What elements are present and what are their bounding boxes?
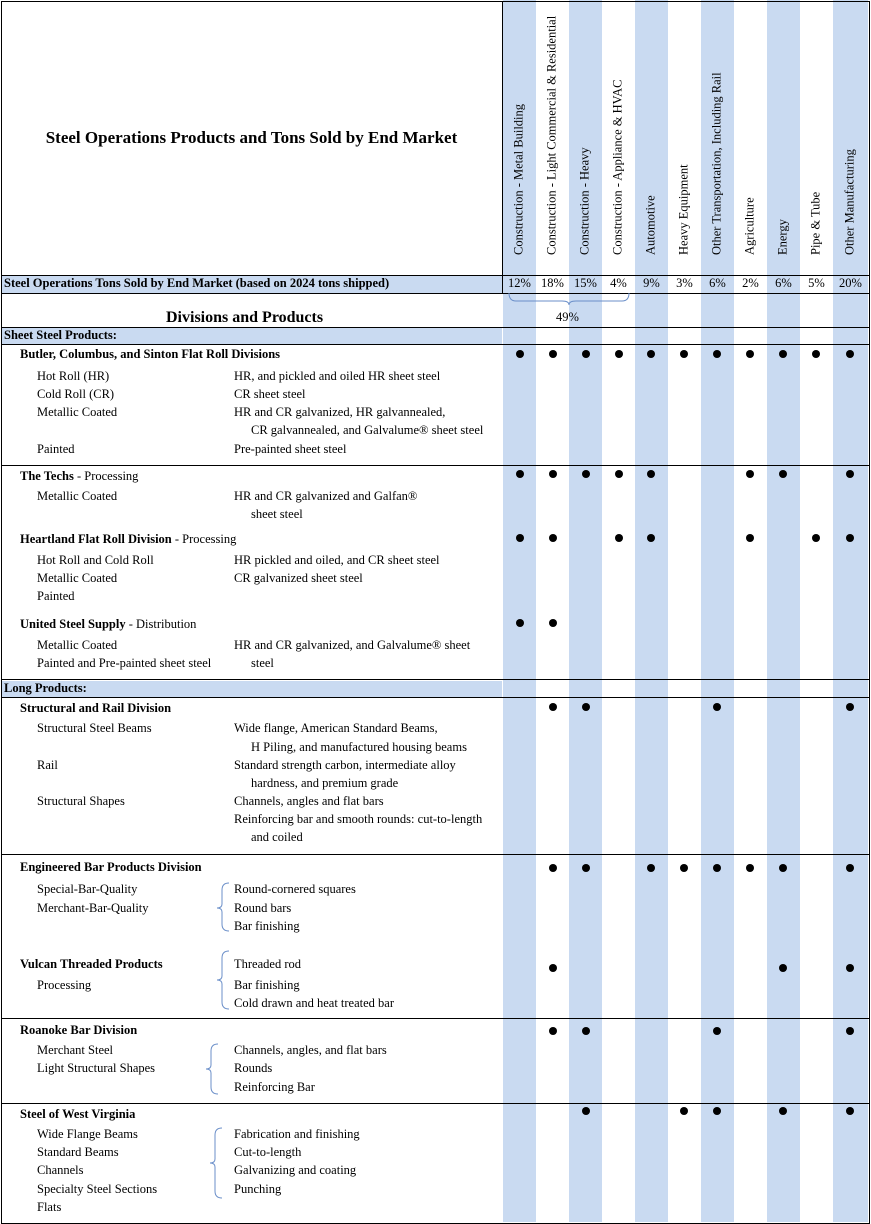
product-name: Channels bbox=[37, 1163, 84, 1177]
product-desc: Bar finishing bbox=[234, 978, 300, 992]
product-desc: Fabrication and finishing bbox=[234, 1127, 360, 1141]
market-header-label: Other Manufacturing bbox=[842, 149, 857, 255]
market-dot bbox=[846, 534, 854, 542]
market-header-label: Agriculture bbox=[742, 197, 757, 255]
product-desc: HR, and pickled and oiled HR sheet steel bbox=[234, 369, 441, 383]
division-name bbox=[20, 957, 163, 972]
product-name: Hot Roll (HR) bbox=[37, 369, 110, 383]
market-dot bbox=[779, 350, 787, 358]
market-dot bbox=[549, 964, 557, 972]
market-header-label: Construction - Light Commercial & Residential bbox=[544, 15, 559, 255]
market-pct: 6% bbox=[775, 276, 792, 290]
rule bbox=[1, 1103, 869, 1104]
market-dot bbox=[615, 350, 623, 358]
product-name: Flats bbox=[37, 1200, 62, 1214]
product-desc: Wide flange, American Standard Beams, bbox=[234, 721, 438, 735]
division-title: Structural and Rail Division bbox=[20, 701, 172, 715]
market-pct: 18% bbox=[541, 276, 564, 290]
market-header bbox=[669, 8, 699, 270]
product-desc: Bar finishing bbox=[234, 919, 300, 933]
product-name: Processing bbox=[37, 978, 92, 992]
market-dot bbox=[812, 534, 820, 542]
product-desc: Punching bbox=[234, 1182, 282, 1196]
product-name: Rail bbox=[37, 758, 58, 772]
market-header-label: Heavy Equipment bbox=[676, 164, 691, 255]
market-dot bbox=[846, 470, 854, 478]
division-title: Steel of West Virginia bbox=[20, 1107, 136, 1121]
market-dot bbox=[582, 703, 590, 711]
market-dot bbox=[846, 964, 854, 972]
market-dot bbox=[779, 864, 787, 872]
division-title: United Steel Supply bbox=[20, 617, 126, 631]
market-pct: 12% bbox=[508, 276, 531, 290]
market-header-label: Automotive bbox=[643, 195, 658, 255]
product-name: Merchant Steel bbox=[37, 1043, 114, 1057]
market-dot bbox=[549, 534, 557, 542]
bracket bbox=[216, 950, 230, 1010]
market-header bbox=[735, 8, 765, 270]
product-desc: CR galvanized sheet steel bbox=[234, 571, 363, 585]
product-desc: HR and CR galvanized, HR galvannealed, bbox=[234, 405, 446, 419]
division-name bbox=[20, 469, 138, 484]
product-desc: HR pickled and oiled, and CR sheet steel bbox=[234, 553, 440, 567]
product-name: Painted bbox=[37, 442, 75, 456]
product-name: Painted bbox=[37, 589, 75, 603]
market-dot bbox=[713, 864, 721, 872]
product-name: Metallic Coated bbox=[37, 571, 118, 585]
market-dot bbox=[516, 619, 524, 627]
product-name: Standard Beams bbox=[37, 1145, 119, 1159]
division-title: Heartland Flat Roll Division bbox=[20, 532, 172, 546]
market-dot bbox=[680, 350, 688, 358]
market-dot bbox=[846, 350, 854, 358]
market-dot bbox=[846, 1027, 854, 1035]
market-header-label: Pipe & Tube bbox=[808, 191, 823, 255]
header-divider bbox=[502, 1, 503, 293]
market-header-label: Other Transportation, Including Rail bbox=[709, 72, 724, 255]
division-title: Roanoke Bar Division bbox=[20, 1023, 138, 1037]
market-dot bbox=[713, 350, 721, 358]
product-name: Special-Bar-Quality bbox=[37, 882, 138, 896]
market-dot bbox=[549, 703, 557, 711]
product-name: Metallic Coated bbox=[37, 405, 118, 419]
division-name bbox=[20, 532, 236, 547]
market-header-label: Construction - Appliance & HVAC bbox=[610, 79, 625, 255]
division-name bbox=[20, 617, 196, 632]
division-title: Vulcan Threaded Products bbox=[20, 957, 163, 971]
rule bbox=[1, 697, 869, 698]
market-pct: 4% bbox=[610, 276, 627, 290]
product-desc: Round-cornered squares bbox=[234, 882, 356, 896]
market-pct: 2% bbox=[742, 276, 759, 290]
rule bbox=[1, 465, 869, 466]
market-dot bbox=[516, 534, 524, 542]
market-dot bbox=[846, 703, 854, 711]
market-dot bbox=[615, 470, 623, 478]
section-label: Sheet Steel Products: bbox=[4, 328, 117, 342]
product-name: Cold Roll (CR) bbox=[37, 387, 115, 401]
market-pct: 5% bbox=[808, 276, 825, 290]
market-pct: 15% bbox=[574, 276, 597, 290]
rule bbox=[1, 1018, 869, 1019]
product-desc: Threaded rod bbox=[234, 957, 301, 971]
market-dot bbox=[779, 964, 787, 972]
product-desc: sheet steel bbox=[251, 507, 303, 521]
product-desc: CR galvannealed, and Galvalume® sheet steel bbox=[251, 423, 484, 437]
market-dot bbox=[549, 470, 557, 478]
market-header bbox=[570, 8, 600, 270]
product-desc: Cold drawn and heat treated bar bbox=[234, 996, 395, 1010]
market-dot bbox=[779, 470, 787, 478]
product-desc: Channels, angles and flat bars bbox=[234, 794, 384, 808]
market-dot bbox=[680, 864, 688, 872]
tons-row-label: Steel Operations Tons Sold by End Market (based on 2024 tons shipped) bbox=[4, 276, 390, 290]
market-dot bbox=[846, 864, 854, 872]
market-header bbox=[801, 8, 831, 270]
market-dot bbox=[647, 864, 655, 872]
market-header bbox=[603, 8, 633, 270]
product-desc: HR and CR galvanized, and Galvalume® sheet bbox=[234, 638, 471, 652]
product-desc: steel bbox=[251, 656, 274, 670]
rule bbox=[1, 344, 869, 345]
product-name: Merchant-Bar-Quality bbox=[37, 901, 149, 915]
product-name: Hot Roll and Cold Roll bbox=[37, 553, 154, 567]
product-desc: Round bars bbox=[234, 901, 292, 915]
division-suffix: - Processing bbox=[73, 469, 139, 483]
market-dot bbox=[647, 470, 655, 478]
product-name: Metallic Coated bbox=[37, 489, 118, 503]
market-dot bbox=[582, 350, 590, 358]
product-desc: Cut-to-length bbox=[234, 1145, 302, 1159]
division-name bbox=[20, 701, 171, 716]
product-desc: Channels, angles, and flat bars bbox=[234, 1043, 387, 1057]
construction-total: 49% bbox=[556, 310, 579, 324]
market-dot bbox=[647, 350, 655, 358]
market-dot bbox=[746, 470, 754, 478]
product-name: Structural Steel Beams bbox=[37, 721, 152, 735]
rule bbox=[1, 327, 869, 328]
product-desc: Standard strength carbon, intermediate alloy bbox=[234, 758, 456, 772]
market-dot bbox=[582, 470, 590, 478]
product-desc: Reinforcing Bar bbox=[234, 1080, 315, 1094]
division-suffix: - Processing bbox=[171, 532, 237, 546]
market-dot bbox=[812, 350, 820, 358]
market-dot bbox=[746, 350, 754, 358]
bracket bbox=[205, 1043, 219, 1095]
market-dot bbox=[746, 864, 754, 872]
bracket bbox=[209, 1127, 223, 1199]
market-header-label: Construction - Metal Building bbox=[511, 103, 526, 255]
product-name: Metallic Coated bbox=[37, 638, 118, 652]
divisions-heading: Divisions and Products bbox=[166, 309, 324, 326]
product-desc: hardness, and premium grade bbox=[251, 776, 399, 790]
market-dot bbox=[713, 1107, 721, 1115]
division-title: Engineered Bar Products Division bbox=[20, 860, 202, 874]
market-header bbox=[537, 8, 567, 270]
market-dot bbox=[680, 1107, 688, 1115]
market-dot bbox=[582, 1027, 590, 1035]
division-title: The Techs bbox=[20, 469, 74, 483]
market-dot bbox=[615, 534, 623, 542]
market-dot bbox=[647, 534, 655, 542]
division-name bbox=[20, 860, 202, 875]
division-name bbox=[20, 1107, 135, 1122]
market-dot bbox=[582, 1107, 590, 1115]
market-dot bbox=[549, 350, 557, 358]
product-name: Wide Flange Beams bbox=[37, 1127, 138, 1141]
market-dot bbox=[713, 703, 721, 711]
market-header bbox=[768, 8, 798, 270]
market-header bbox=[504, 8, 534, 270]
market-dot bbox=[713, 1027, 721, 1035]
market-header bbox=[835, 8, 865, 270]
bracket bbox=[216, 882, 230, 932]
product-name: Specialty Steel Sections bbox=[37, 1182, 158, 1196]
product-desc: and coiled bbox=[251, 830, 303, 844]
rule bbox=[1, 854, 869, 855]
product-desc: Pre-painted sheet steel bbox=[234, 442, 347, 456]
rule bbox=[1, 679, 869, 680]
section-label: Long Products: bbox=[4, 681, 87, 695]
market-header-label: Energy bbox=[775, 219, 790, 255]
division-name bbox=[20, 1023, 137, 1038]
product-desc: HR and CR galvanized and Galfan® bbox=[234, 489, 418, 503]
market-dot bbox=[516, 470, 524, 478]
market-dot bbox=[779, 1107, 787, 1115]
rule bbox=[1, 293, 869, 294]
market-dot bbox=[549, 864, 557, 872]
market-header bbox=[702, 8, 732, 270]
product-name: Light Structural Shapes bbox=[37, 1061, 156, 1075]
market-dot bbox=[582, 864, 590, 872]
market-pct: 6% bbox=[709, 276, 726, 290]
division-title: Butler, Columbus, and Sinton Flat Roll Divisions bbox=[20, 347, 281, 361]
market-dot bbox=[549, 619, 557, 627]
product-name: Structural Shapes bbox=[37, 794, 125, 808]
market-pct: 20% bbox=[839, 276, 862, 290]
market-dot bbox=[846, 1107, 854, 1115]
construction-bracket bbox=[508, 292, 630, 306]
market-dot bbox=[549, 1027, 557, 1035]
product-name: Painted and Pre-painted sheet steel bbox=[37, 656, 212, 670]
product-desc: H Piling, and manufactured housing beams bbox=[251, 740, 467, 754]
division-suffix: - Distribution bbox=[125, 617, 197, 631]
page-title: Steel Operations Products and Tons Sold by End Market bbox=[45, 128, 458, 147]
product-desc: CR sheet steel bbox=[234, 387, 306, 401]
product-desc: Rounds bbox=[234, 1061, 273, 1075]
market-header-label: Construction - Heavy bbox=[577, 147, 592, 255]
product-desc: Galvanizing and coating bbox=[234, 1163, 357, 1177]
market-pct: 3% bbox=[676, 276, 693, 290]
market-pct: 9% bbox=[643, 276, 660, 290]
division-name bbox=[20, 347, 280, 362]
product-desc: Reinforcing bar and smooth rounds: cut-to-length bbox=[234, 812, 483, 826]
market-header bbox=[636, 8, 666, 270]
market-dot bbox=[746, 534, 754, 542]
market-dot bbox=[516, 350, 524, 358]
